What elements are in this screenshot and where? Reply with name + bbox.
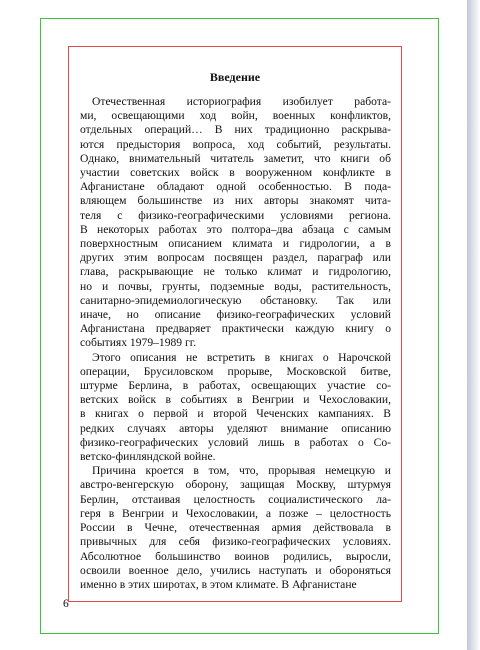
text-line: но и почвы, грунты, подземные воды, растительность, <box>80 279 391 293</box>
paragraph <box>80 464 391 592</box>
text-line: ются предыстория вопроса, ход событий, результаты. <box>80 137 391 151</box>
text-line: Причина кроется в том, что, прорывая немецкую и <box>92 464 391 478</box>
text-line: именно в этих широтах, в этом климате. В Афганистане <box>80 577 357 591</box>
text-line: ми, освещающими ход войн, военных конфликтов, <box>80 109 391 123</box>
text-line: иначе, но описание физико-географических условий <box>80 308 391 322</box>
text-line: в книгах о первой и второй Чеченских кампаниях. В <box>80 407 391 421</box>
text-line: геря в Венгрии и Чехословакии, а позже – целостность <box>80 506 391 520</box>
text-line: операции, Брусиловском прорыве, Московской битве, <box>80 364 391 378</box>
page-number: 6 <box>63 597 69 610</box>
text-line: Отечественная историография изобилует работа- <box>92 95 391 108</box>
text-line: ветских войск в событиях в Венгрии и Чехословакии, <box>80 393 391 407</box>
text-line: физико-географических условий лишь в работах о Со- <box>80 435 391 449</box>
text-line: глава, раскрывающие не только климат и гидрологию, <box>80 265 391 279</box>
text-line: освоили военное дело, учились наступать и обороняться <box>80 563 391 577</box>
text-line: участии советских войск в вооруженном конфликте в <box>80 166 391 180</box>
paragraph <box>80 351 391 465</box>
text-line: австро-венгерскую оборону, защищая Москву, штурмуя <box>80 478 391 492</box>
text-line: Афганистане обладают одной особенностью. В пода- <box>80 180 391 194</box>
page-edge <box>467 0 480 650</box>
text-line: Афганистана предваряет практически каждую книгу о <box>80 322 391 336</box>
text-line: Берлин, отстаивая целостность социалистического ла- <box>80 492 391 506</box>
text-line: теля с физико-географическими условиями региона. <box>80 208 391 222</box>
text-line: редких случаях авторы уделяют внимание описанию <box>80 421 391 435</box>
text-line: вляющем большинстве из них авторы знакомят чита- <box>80 194 391 208</box>
paragraph <box>80 95 391 351</box>
body-text <box>80 95 391 592</box>
text-line: других этим вопросам посвящен раздел, параграф или <box>80 251 391 265</box>
text-line: поверхностным описанием климата и гидрологии, а в <box>80 237 391 251</box>
text-line: привычных для себя физико-географических условиях. <box>80 535 391 549</box>
text-line: В некоторых работах это полтора–два абзаца с самым <box>80 222 391 236</box>
text-line: России в Чечне, отечественная армия действовала в <box>80 521 391 535</box>
text-line: Абсолютное большинство воинов родились, выросли, <box>80 549 391 563</box>
text-line: Однако, внимательный читатель заметит, что книги об <box>80 151 391 165</box>
text-line: штурме Берлина, в работах, освещающих участие со- <box>80 379 391 393</box>
text-line: Этого описания не встретить в книгах о Нарочской <box>92 350 391 364</box>
text-line: санитарно-эпидемиологическую обстановку. Так или <box>80 293 391 307</box>
text-line: событиях 1979–1989 гг. <box>80 336 197 350</box>
text-line: отдельных операций… В них традиционно раскрыва- <box>80 123 391 137</box>
text-line: ветско-финляндской войне. <box>80 450 216 464</box>
chapter-title: Введение <box>209 70 261 84</box>
